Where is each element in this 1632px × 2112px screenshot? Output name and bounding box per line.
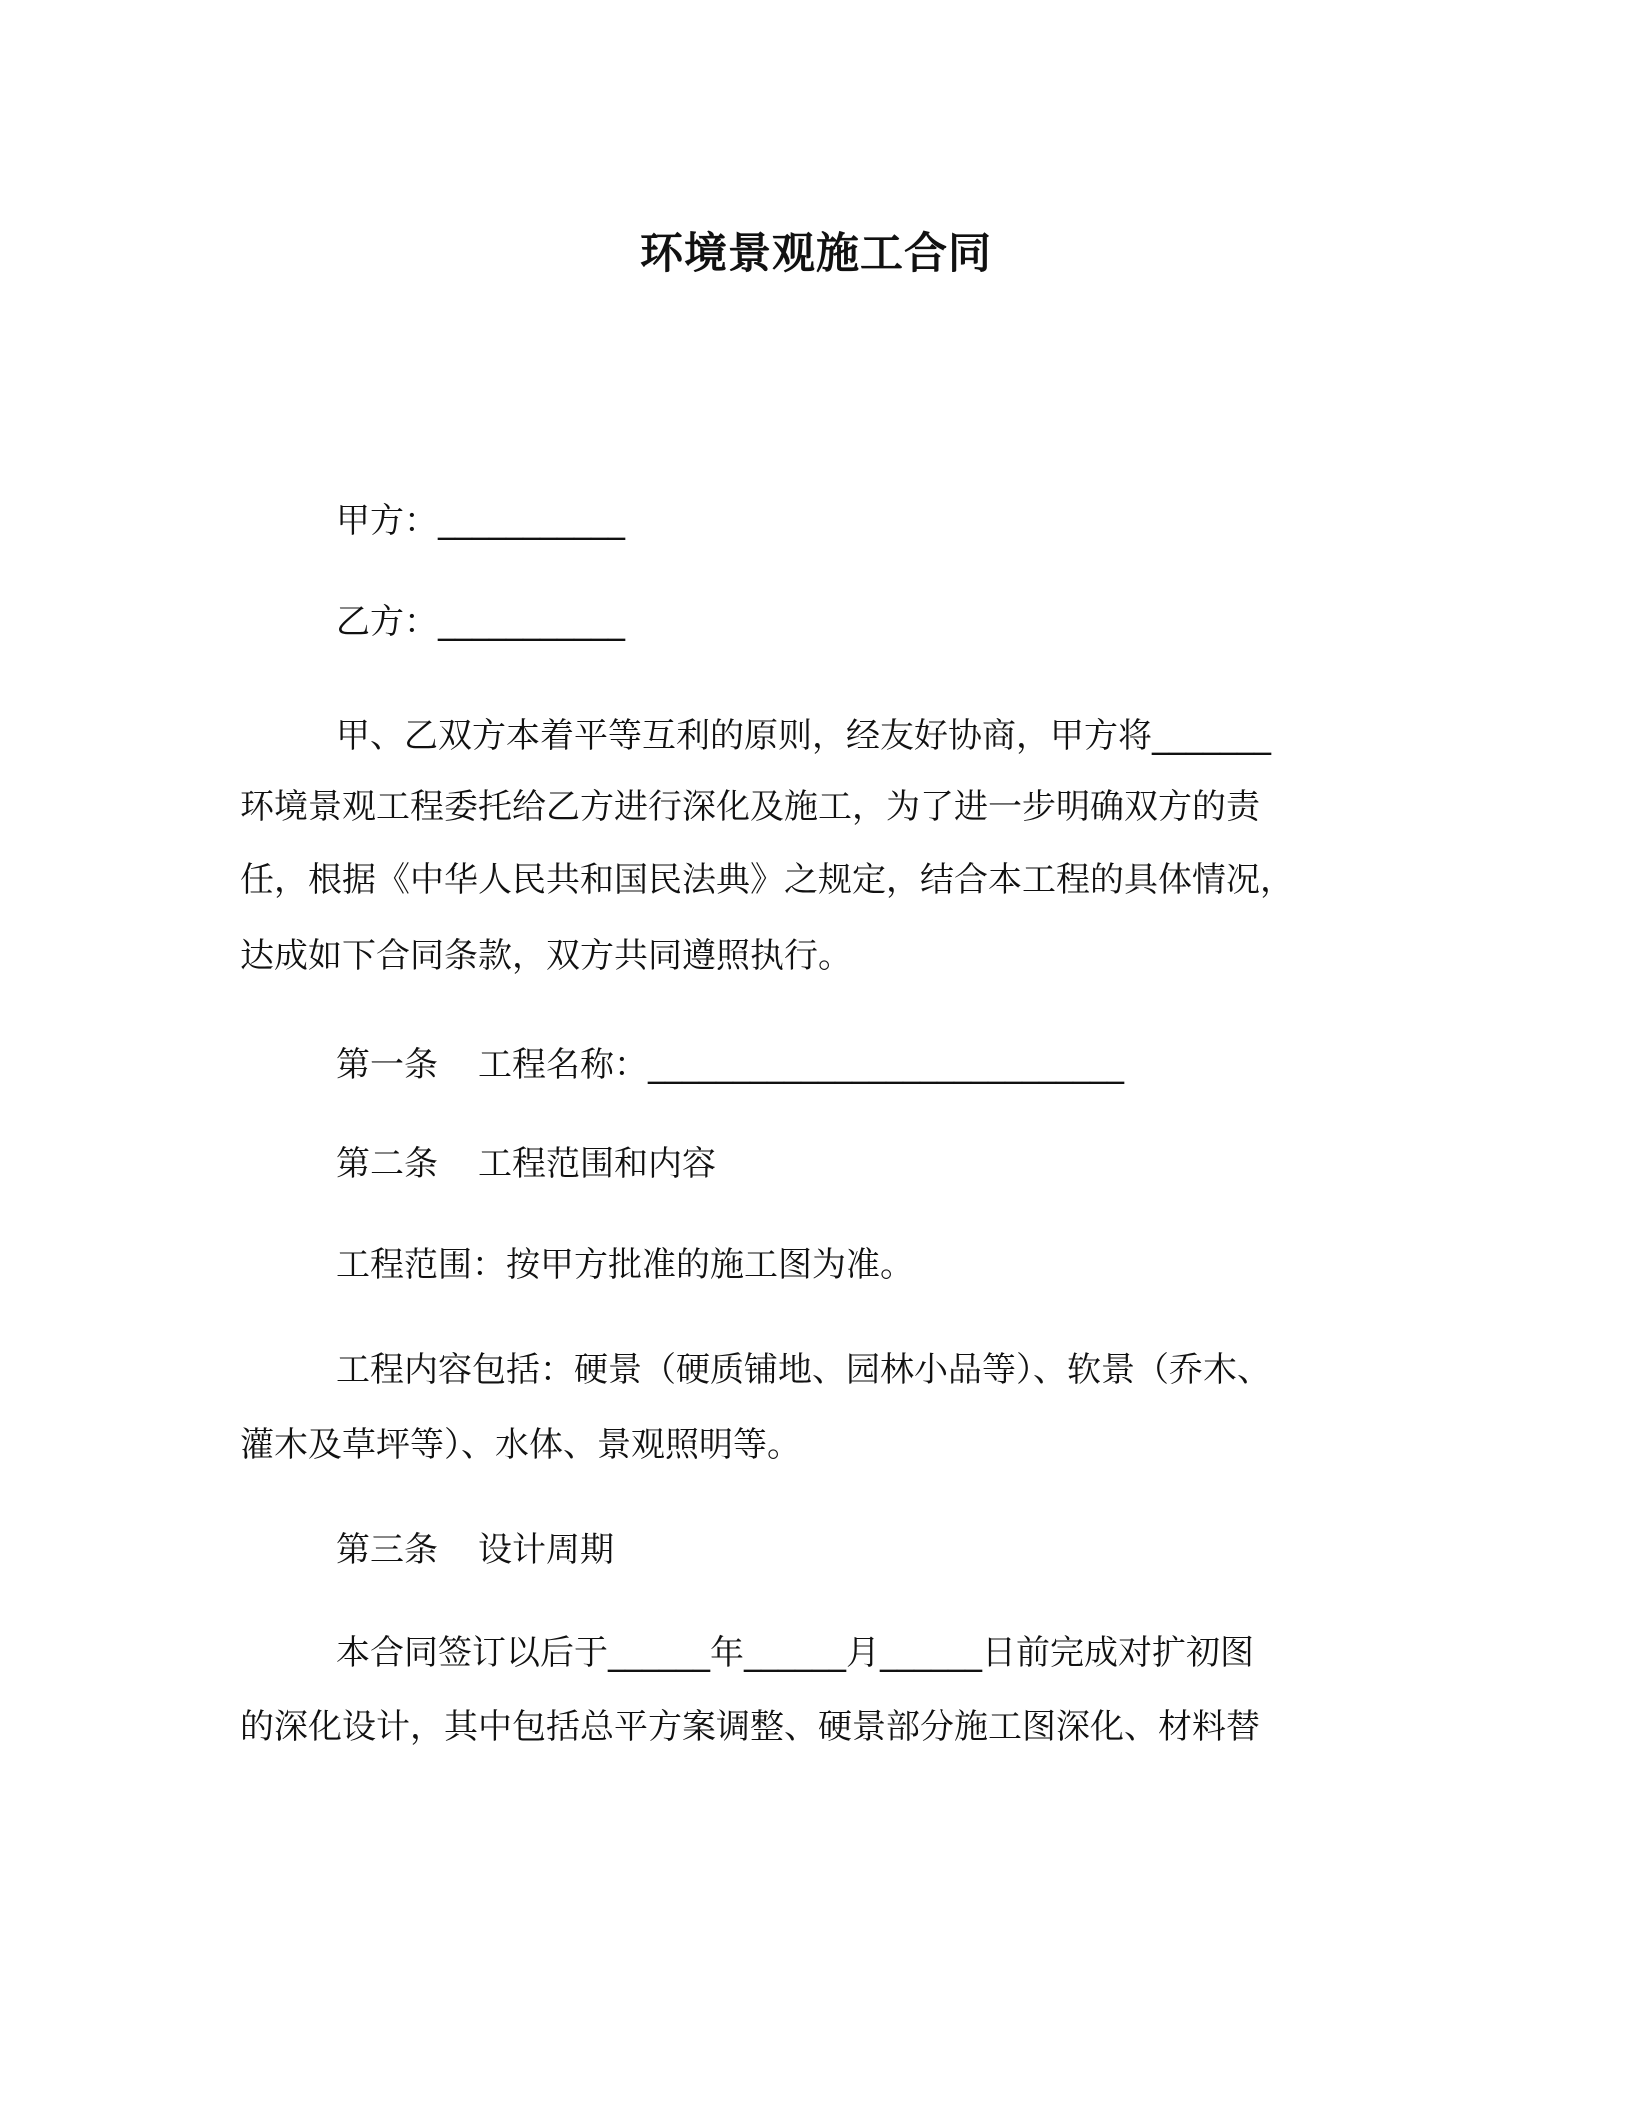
- preamble-line-3: 任，根据《中华人民共和国民法典》之规定，结合本工程的具体情况，: [240, 860, 1294, 900]
- scope-line: 工程范围：按甲方批准的施工图为准。: [336, 1245, 914, 1285]
- preamble-line-4: 达成如下合同条款，双方共同遵照执行。: [240, 936, 852, 976]
- article-1-label: 第一条: [336, 1045, 438, 1085]
- article-2-line: [336, 1140, 716, 1188]
- party-a-line: 甲方：___________: [336, 501, 625, 541]
- article-1-line: [336, 1041, 1124, 1089]
- document-title: 环境景观施工合同: [640, 229, 992, 279]
- article-3-line: [336, 1526, 614, 1574]
- article-3-text: 设计周期: [478, 1530, 614, 1570]
- article-1-text: 工程名称：____________________________: [478, 1045, 1124, 1085]
- article-2-label: 第二条: [336, 1144, 438, 1184]
- design-line-1: 本合同签订以后于______年______月______日前完成对扩初图: [336, 1633, 1254, 1673]
- article-2-text: 工程范围和内容: [478, 1144, 716, 1184]
- party-b-line: 乙方：___________: [336, 602, 625, 642]
- design-line-2: 的深化设计，其中包括总平方案调整、硬景部分施工图深化、材料替: [240, 1707, 1260, 1747]
- content-line-1: 工程内容包括：硬景（硬质铺地、园林小品等）、软景（乔木、: [336, 1350, 1271, 1390]
- article-3-label: 第三条: [336, 1530, 438, 1570]
- preamble-line-1: 甲、乙双方本着平等互利的原则，经友好协商，甲方将_______: [336, 716, 1271, 756]
- preamble-line-2: 环境景观工程委托给乙方进行深化及施工，为了进一步明确双方的责: [240, 787, 1260, 827]
- content-line-2: 灌木及草坪等）、水体、景观照明等。: [240, 1425, 801, 1465]
